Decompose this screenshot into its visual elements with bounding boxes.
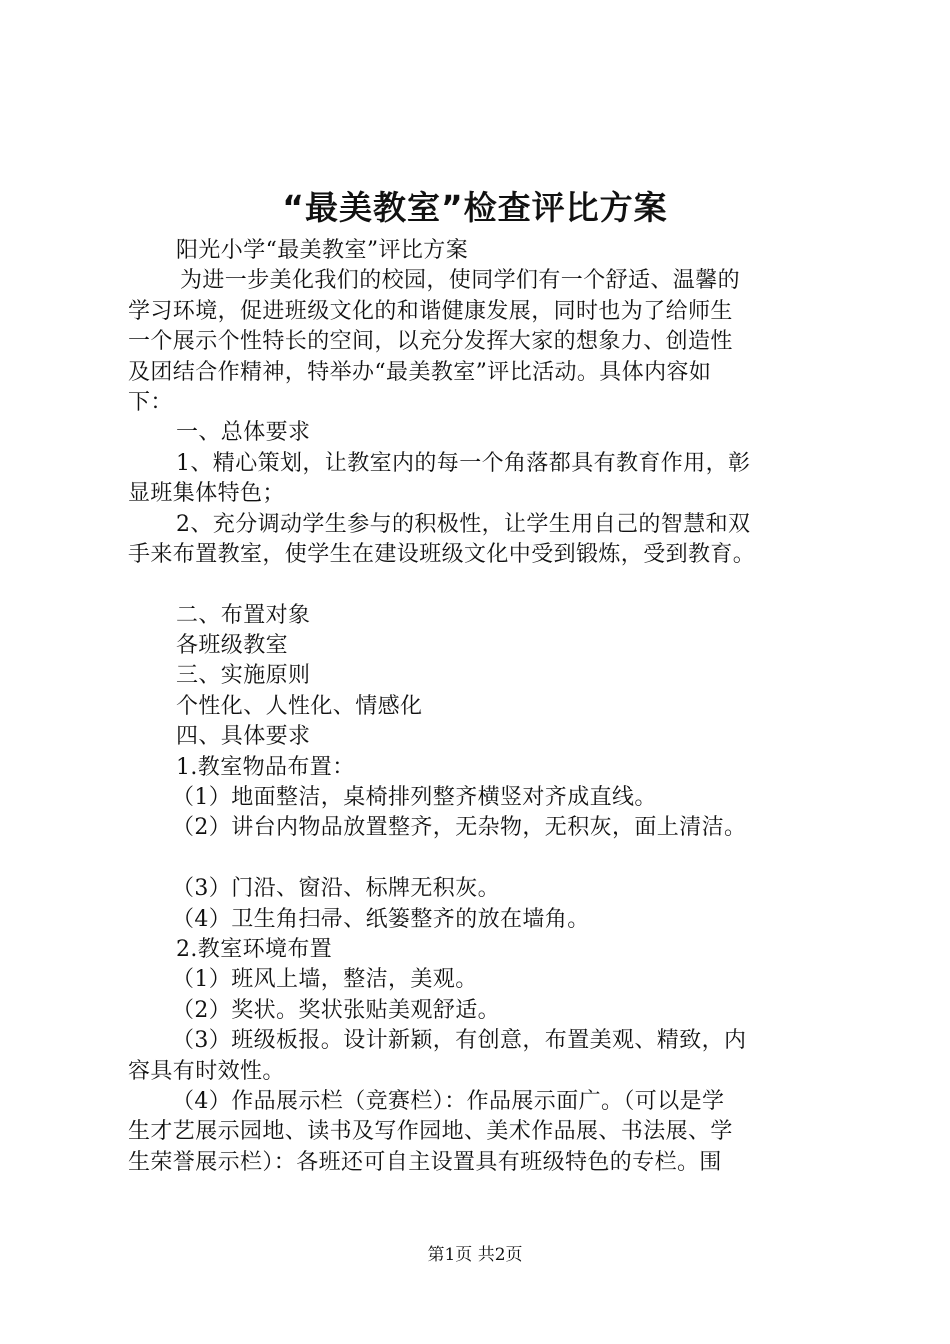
sub2-item4-line2: 生才艺展示园地、读书及写作园地、美术作品展、书法展、学 [128, 1119, 733, 1145]
section1-item1-line2: 显班集体特色； [128, 481, 285, 507]
sub2-item3-line2: 容具有时效性。 [128, 1058, 285, 1084]
sub1-item-3: （3）门沿、窗沿、标牌无积灰。 [172, 876, 500, 902]
section-heading-2: 二、布置对象 [176, 602, 311, 628]
section3-content: 个性化、人性化、情感化 [176, 693, 423, 719]
section1-item1-line1: 1、精心策划，让教室内的每一个角落都具有教育作用，彰 [176, 450, 751, 476]
section-heading-3: 三、实施原则 [176, 663, 311, 689]
paragraph-gap [128, 844, 848, 874]
sub1-item-1: （1）地面整洁，桌椅排列整齐横竖对齐成直线。 [172, 785, 657, 811]
intro-line-1: 为进一步美化我们的校园，使同学们有一个舒适、温馨的 [180, 268, 741, 294]
intro-line-3: 一个展示个性特长的空间，以充分发挥大家的想象力、创造性 [128, 329, 733, 355]
section1-item2-line1: 2、充分调动学生参与的积极性，让学生用自己的智慧和双 [176, 511, 751, 537]
sub2-item4-line1: （4）作品展示栏（竞赛栏）：作品展示面广。（可以是学 [172, 1088, 725, 1114]
section2-content: 各班级教室 [176, 633, 289, 659]
sub2-item-2: （2）奖状。奖状张贴美观舒适。 [172, 997, 500, 1023]
paragraph-gap [128, 570, 848, 600]
intro-line-4: 及团结合作精神，特举办“最美教室”评比活动。具体内容如 [128, 359, 712, 385]
subsection-heading-1: 1.教室物品布置： [176, 754, 355, 780]
subsection-heading-2: 2.教室环境布置 [176, 936, 333, 962]
sub2-item4-line3: 生荣誉展示栏）：各班还可自主设置具有班级特色的专栏。围 [128, 1149, 722, 1175]
section-heading-1: 一、总体要求 [176, 420, 311, 446]
section-heading-4: 四、具体要求 [176, 724, 311, 750]
document-body [128, 236, 848, 1178]
intro-line-2: 学习环境，促进班级文化的和谐健康发展，同时也为了给师生 [128, 298, 733, 324]
document-title: “最美教室”检查评比方案 [282, 188, 668, 227]
section1-item2-line2: 手来布置教室，使学生在建设班级文化中受到锻炼，受到教育。 [128, 541, 756, 567]
sub2-item-1: （1）班风上墙，整洁，美观。 [172, 967, 478, 993]
document-subtitle: 阳光小学“最美教室”评比方案 [176, 238, 469, 263]
sub2-item3-line1: （3）班级板报。设计新颖，有创意，布置美观、精致，内 [172, 1028, 747, 1054]
intro-line-5: 下： [128, 389, 173, 415]
page-footer: 第1页 共2页 [427, 1245, 523, 1265]
sub1-item-2: （2）讲台内物品放置整齐，无杂物，无积灰，面上清洁。 [172, 815, 747, 841]
sub1-item-4: （4）卫生角扫帚、纸篓整齐的放在墙角。 [172, 906, 590, 932]
